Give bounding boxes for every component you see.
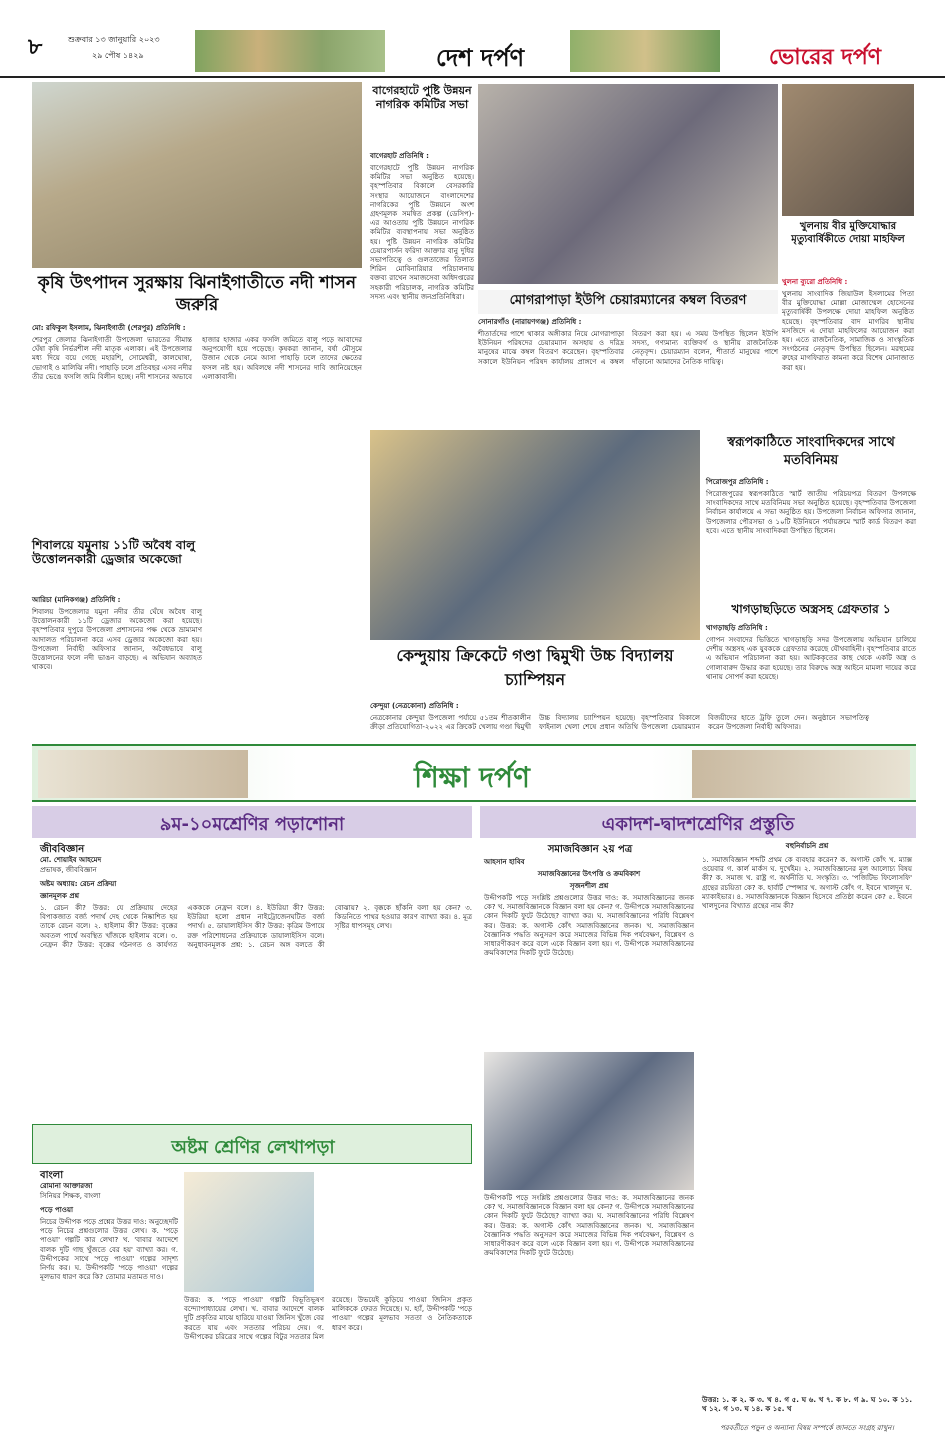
- khagrachhari-byline: খাগড়াছড়ি প্রতিনিধি :: [706, 624, 768, 632]
- masthead-photo-strip-left: [195, 30, 385, 72]
- masthead-photo-strip-right: [570, 30, 720, 72]
- khulna-byline: খুলনা ব্যুরো প্রতিনিধি :: [782, 278, 848, 286]
- mograpara-body: শীতার্তদের পাশে থাকার অঙ্গীকার নিয়ে মোগরাপাড়া ইউনিয়ন পরিষদের চেয়ারম্যান অসহায় ও দরিদ্র মানুষের মাঝে কম্বল বিতরণ করেছেন। বৃহস্পতিবার সকালে ইউনিয়ন পরিষদ কার্যালয় প্রাঙ্গণে এ কম্বল বিতরণ করা হয়। এ সময় উপস্থিত ছিলেন ইউপি সদস্য, গণ্যমান্য ব্যক্তিবর্গ ও স্থানীয় রাজনৈতিক নেতৃবৃন্দ। চেয়ারম্যান বলেন, শীতার্ত মানুষের পাশে দাঁড়ানো আমাদের নৈতিক দায়িত্ব।: [478, 330, 778, 366]
- khagrachhari-headline: খাগড়াছড়িতে অস্ত্রসহ গ্রেফতার ১: [731, 602, 891, 616]
- class-9-10-title: ৯ম-১০মশ্রেণির পড়াশোনা: [159, 814, 345, 835]
- sociology-subject: সমাজবিজ্ঞান ২য় পত্র: [547, 844, 633, 855]
- swarupkathi-body: পিরোজপুরের স্বরূপকাঠিতে স্মার্ট জাতীয় পরিচয়পত্র বিতরণ উপলক্ষে সাংবাদিকদের সাথে মতবিনিময় সভা অনুষ্ঠিত হয়েছে। বৃহস্পতিবার উপজেলা নির্বাচন কার্যালয়ে এ সভা অনুষ্ঠিত হয়। উপজেলা নির্বাচন অফিসার জানান, উপজেলার পৌরসভা ও ১০টি ইউনিয়নে পর্যায়ক্রমে স্মার্ট কার্ড বিতরণ করা হবে। এতে স্থানীয় সাংবাদিকরা উপস্থিত ছিলেন।: [706, 490, 916, 535]
- sociology-qa-head: সৃজনশীল প্রশ্ন: [569, 882, 609, 890]
- khagrachhari-body: গোপন সংবাদের ভিত্তিতে খাগড়াছড়ি সদর উপজেলায় অভিযান চালিয়ে দেশীয় অস্ত্রসহ এক যুবককে গ্রেফতার করেছে যৌথবাহিনী। বৃহস্পতিবার রাতে এ অভিযান পরিচালনা করা হয়। আটককৃতের কাছ থেকে একটি অস্ত্র ও গোলাবারুদ উদ্ধার করা হয়েছে। তার বিরুদ্ধে অস্ত্র আইনে মামলা দায়ের করে থানায় সোপর্দ করা হয়েছে।: [706, 636, 916, 681]
- biology-body: ১. রেচন কী? উত্তর: যে প্রক্রিয়ায় দেহের বিপাকজাত বর্জ্য পদার্থ দেহ থেকে নিষ্কাশিত হয় তাকে রেচন বলে। ২. হাইলাম কী? উত্তর: বৃক্কের অবতল পার্শ্বে অবস্থিত খাঁজকে হাইলাম বলে। ৩. নেফ্রন কী? উত্তর: বৃক্কের গঠনগত ও কার্যগত একককে নেফ্রন বলে। ৪. ইউরিয়া কী? উত্তর: ইউরিয়া হলো প্রধান নাইট্রোজেনঘটিত বর্জ্য পদার্থ। ৫. ডায়ালাইসিস কী? উত্তর: কৃত্রিম উপায়ে রক্ত পরিশোধনের প্রক্রিয়াকে ডায়ালাইসিস বলে। অনুধাবনমূলক প্রশ্ন: ১. রেচন অঙ্গ বলতে কী বোঝায়? ২. বৃক্ককে ছাঁকনি বলা হয় কেন? ৩. কিডনিতে পাথর হওয়ার কারণ ব্যাখ্যা কর। ৪. মূত্র সৃষ্টির ধাপসমূহ লেখ।: [40, 904, 472, 949]
- jhenaigati-headline: কৃষি উৎপাদন সুরক্ষায় ঝিনাইগাতীতে নদী শাসন জরুরি: [37, 273, 357, 315]
- class-11-12-title: একাদশ-দ্বাদশশ্রেণির প্রস্তুতি: [601, 814, 795, 835]
- student-illustration: [184, 1172, 314, 1292]
- mcq-head: বহুনির্বাচনি প্রশ্ন: [785, 842, 829, 850]
- kendua-body: নেত্রকোনার কেন্দুয়া উপজেলা পর্যায়ে ৫১তম শীতকালীন ক্রীড়া প্রতিযোগিতা-২০২২ এর ক্রিকেট খেলায় গণ্ডা দ্বিমুখী উচ্চ বিদ্যালয় চ্যাম্পিয়ন হয়েছে। বৃহস্পতিবার বিকালে ফাইনাল খেলা শেষে প্রধান অতিথি উপজেলা চেয়ারম্যান বিজয়ীদের হাতে ট্রফি তুলে দেন। অনুষ্ঠানে সভাপতিত্ব করেন উপজেলা নির্বাহী অফিসার।: [370, 714, 869, 732]
- class-11-12-header: [480, 806, 916, 838]
- mograpara-headline: মোগরাপাড়া ইউপি চেয়ারম্যানের কম্বল বিতরণ: [478, 290, 778, 314]
- biology-author-role: প্রভাষক, জীববিজ্ঞান: [40, 866, 97, 874]
- mograpara-byline: সোনারগাঁও (নারায়ণগঞ্জ) প্রতিনিধি :: [478, 318, 582, 326]
- education-footer: পরবর্তীতে পড়ুন ও অন্যান্য বিষয় সম্পর্কে জানতে সংগ্রহ রাখুন।: [720, 1424, 894, 1432]
- river-erosion-photo: [32, 82, 362, 268]
- bangla-subject: বাংলা: [40, 1170, 64, 1181]
- sociology-body: উদ্দীপকটি পড়ে সংশ্লিষ্ট প্রশ্নগুলোর উত্তর দাও: ক. সমাজবিজ্ঞানের জনক কে? খ. সমাজবিজ্ঞানকে বিজ্ঞান বলা হয় কেন? গ. উদ্দীপকে সমাজবিজ্ঞানের কোন দিকটি ফুটে উঠেছে? ব্যাখ্যা কর। ঘ. সমাজবিজ্ঞানের পরিধি বিশ্লেষণ কর। উত্তর: ক. অগাস্ট কোঁৎ সমাজবিজ্ঞানের জনক। খ. সমাজবিজ্ঞান বৈজ্ঞানিক পদ্ধতি অনুসরণ করে সমাজের বিভিন্ন দিক পর্যবেক্ষণ, বিশ্লেষণ ও সাধারণীকরণ করে বলে একে বিজ্ঞান বলা হয়। গ. উদ্দীপকে সমাজবিজ্ঞানের ক্রমবিকাশের দিকটি ফুটে উঠেছে।: [484, 894, 694, 958]
- banner-title: শিক্ষা দর্পণ: [414, 761, 530, 794]
- swarupkathi-byline: পিরোজপুর প্রতিনিধি :: [706, 478, 769, 486]
- education-banner: [32, 744, 916, 802]
- blanket-distribution-photo: [478, 84, 778, 284]
- banner-children-photo-right: [692, 750, 910, 798]
- student-reading-photo: [484, 1052, 694, 1190]
- sociology-author: আহসান হাবিব: [484, 858, 525, 866]
- shibalaya-body: শিবালয় উপজেলার যমুনা নদীর তীর ঘেঁষে অবৈধ বালু উত্তোলনকারী ১১টি ড্রেজার অকেজো করা হয়েছে। বৃহস্পতিবার দুপুরে উপজেলা প্রশাসনের পক্ষ থেকে ভ্রাম্যমাণ আদালত পরিচালনা করে এসব ড্রেজার অকেজো করা হয়। উপজেলা নির্বাহী অফিসার জানান, অবৈধভাবে বালু উত্তোলনের ফলে নদী ভাঙন বাড়ছে। এ অভিযান অব্যাহত থাকবে।: [32, 608, 202, 672]
- mcq-body: ১. সমাজবিজ্ঞান শব্দটি প্রথম কে ব্যবহার করেন? ক. অগাস্ট কোঁৎ খ. ম্যাক্স ওয়েবার গ. কার্ল মার্কস ঘ. দুর্খেইম। ২. সমাজবিজ্ঞানের মূল আলোচ্য বিষয় কী? ক. সমাজ খ. রাষ্ট্র গ. অর্থনীতি ঘ. সংস্কৃতি। ৩. 'পজিটিভ ফিলোসফি' গ্রন্থের রচয়িতা কে? ক. হার্বার্ট স্পেন্সার খ. অগাস্ট কোঁৎ গ. ইবনে খালদুন ঘ. ম্যাকাইভার। ৪. সমাজবিজ্ঞানকে বিজ্ঞান হিসেবে প্রতিষ্ঠা করেন কে? ৫. ইবনে খালদুনের বিখ্যাত গ্রন্থের নাম কী?: [702, 856, 912, 911]
- class-8-header: [32, 1124, 472, 1164]
- khulna-body: খুলনায় সাংবাদিক জিয়াউল ইসলামের পিতা বীর মুক্তিযোদ্ধা মোল্লা মোজাম্মেল হোসেনের মৃত্যুবার্ষিকী উপলক্ষে দোয়া মাহফিল অনুষ্ঠিত হয়েছে। বৃহস্পতিবার বাদ মাগরিব স্থানীয় মসজিদে এ দোয়া মাহফিলের আয়োজন করা হয়। এতে রাজনৈতিক, সামাজিক ও সাংস্কৃতিক সংগঠনের নেতৃবৃন্দ উপস্থিত ছিলেন। মরহুমের রুহের মাগফিরাত কামনা করে বিশেষ মোনাজাত করা হয়।: [782, 290, 914, 372]
- swarupkathi-headline: স্বরূপকাঠিতে সাংবাদিকদের সাথে মতবিনিময়: [727, 435, 895, 468]
- biology-subject: জীববিজ্ঞান: [40, 844, 85, 855]
- biology-qa-head: জ্ঞানমূলক প্রশ্ন: [40, 892, 79, 900]
- mcq-answers: উত্তর: ১. ক ২. ক ৩. খ ৪. গ ৫. ঘ ৬. খ ৭. ক ৮. গ ৯. ঘ ১০. ক ১১. খ ১২. গ ১৩. ঘ ১৪. ক ১৫. খ: [702, 1396, 912, 1414]
- bangla-author: রোমানা আক্তারজা: [40, 1182, 93, 1190]
- bagerhat-body: বাগেরহাটে পুষ্টি উন্নয়ন নাগরিক কমিটির সভা অনুষ্ঠিত হয়েছে। বৃহস্পতিবার বিকালে বেসরকারি সংস্থার আয়োজনে বাংলাদেশের নাগরিকের পুষ্টি উন্নয়নে অংশ গ্রহণমূলক সমন্বিত প্রকল্প (ডেসিপ)-এর আওতায় পুষ্টি উন্নয়নে নাগরিক কমিটির ব্যবস্থাপনায় সভা অনুষ্ঠিত হয়। পুষ্টি উন্নয়ন নাগরিক কমিটির চেয়ারপার্সন ফরিদা আক্তার বানু দুধির সভাপতিত্বে ও গুলতাজের তিলাত শিরিন মোবিনারিয়ার পরিচালনায় বক্তব্য রাখেন সমাজসেবা অধিদপ্তরের সহকারী পরিচালক, নাগরিক কমিটির সদস্য এবং স্থানীয় জনপ্রতিনিধিরা।: [370, 164, 474, 301]
- date-line-1: শুক্রবার ১৩ জানুয়ারি ২০২৩: [68, 35, 160, 44]
- banner-children-photo-left: [38, 750, 248, 798]
- biology-author: মো. শোয়াইব আহমেদ: [40, 856, 102, 864]
- bagerhat-headline: বাগেরহাটে পুষ্টি উন্নয়ন নাগরিক কমিটির সভা: [372, 84, 472, 111]
- class-9-10-header: [32, 806, 472, 838]
- page-number: ৮: [28, 35, 43, 60]
- bangla-passage-head: পড়ে পাওয়া: [40, 1206, 74, 1214]
- paper-logo: ভোরের দর্পণ: [768, 45, 882, 70]
- cricket-trophy-photo: [370, 430, 700, 640]
- section-title: দেশ দর্পণ: [435, 44, 525, 72]
- shibalaya-headline: শিবালয়ে যমুনায় ১১টি অবৈধ বালু উত্তোলনকারী ড্রেজার অকেজো: [32, 538, 196, 566]
- kendua-byline: কেন্দুয়া (নেত্রকোনা) প্রতিনিধি :: [370, 702, 459, 710]
- sociology-body-cont: উদ্দীপকটি পড়ে সংশ্লিষ্ট প্রশ্নগুলোর উত্তর দাও: ক. সমাজবিজ্ঞানের জনক কে? খ. সমাজবিজ্ঞানকে বিজ্ঞান বলা হয় কেন? গ. উদ্দীপকে সমাজবিজ্ঞানের কোন দিকটি ফুটে উঠেছে? ব্যাখ্যা কর। ঘ. সমাজবিজ্ঞানের পরিধি বিশ্লেষণ কর। উত্তর: ক. অগাস্ট কোঁৎ সমাজবিজ্ঞানের জনক। খ. সমাজবিজ্ঞান বৈজ্ঞানিক পদ্ধতি অনুসরণ করে সমাজের বিভিন্ন দিক পর্যবেক্ষণ, বিশ্লেষণ ও সাধারণীকরণ করে বলে একে বিজ্ঞান বলা হয়। গ. উদ্দীপকে সমাজবিজ্ঞানের ক্রমবিকাশের দিকটি ফুটে উঠেছে।: [484, 1194, 694, 1258]
- jhenaigati-body: শেরপুর জেলার ঝিনাইগাতী উপজেলা ভারতের সীমান্ত ঘেঁষা কৃষি নির্ভরশীল নদী মাতৃক এলাকা। এই উপজেলার মধ্য দিয়ে বয়ে গেছে মহারশি, সোমেশ্বরী, কালঘোষা, ভোগাই ও মালিঝি নদী। পাহাড়ি ঢলে প্রতিবছর এসব নদীর তীর ভেঙে ফসলি জমি বিলীন হচ্ছে। নদী শাসনের অভাবে হাজার হাজার একর ফসলি জমিতে বালু পড়ে আবাদের অনুপযোগী হয়ে পড়েছে। কৃষকরা জানান, বর্ষা মৌসুমে উজান থেকে নেমে আসা পাহাড়ি ঢলে তাদের ক্ষেতের ফসল নষ্ট হয়। অবিলম্বে নদী শাসনের দাবি জানিয়েছেন এলাকাবাসী।: [32, 336, 362, 381]
- bangla-answer: উত্তর: ক. 'পড়ে পাওয়া' গল্পটি বিভূতিভূষণ বন্দ্যোপাধ্যায়ের লেখা। খ. বাবার আদেশে বালক দুটি প্রকৃতির মাঝে হারিয়ে যাওয়া জিনিস খুঁজে বের করতে যায় এবং সততার পরিচয় দেয়। গ. উদ্দীপকের চরিত্রের সাথে গল্পের বিটুর সততার মিল রয়েছে। উভয়েই কুড়িয়ে পাওয়া জিনিস প্রকৃত মালিককে ফেরত দিয়েছে। ঘ. হ্যাঁ, উদ্দীপকটি 'পড়ে পাওয়া' গল্পের মূলভাব সততা ও নৈতিকতাকে ধারণ করে।: [184, 1296, 472, 1341]
- khulna-elderly-photo: [782, 84, 914, 216]
- khulna-headline: খুলনায় বীর মুক্তিযোদ্ধার মৃত্যুবার্ষিকীতে দোয়া মাহফিল: [791, 221, 905, 245]
- class-8-title: অষ্টম শ্রেণির লেখাপড়া: [171, 1137, 335, 1158]
- jhenaigati-byline: মো: রফিকুল ইসলাম, ঝিনাইগাতী (শেরপুর) প্রতিনিধি :: [32, 324, 186, 332]
- bangla-body: নিচের উদ্দীপক পড়ে প্রশ্নের উত্তর দাও: অনুচ্ছেদটি পড়ে নিচের প্রশ্নগুলোর উত্তর লেখ। ক. 'পড়ে পাওয়া' গল্পটি কার লেখা? খ. 'বাবার আদেশে বালক দুটি গাছ খুঁজতে বের হয়' ব্যাখ্যা কর। গ. উদ্দীপকের সাথে 'পড়ে পাওয়া' গল্পের সাদৃশ্য নির্ণয় কর। ঘ. উদ্দীপকটি 'পড়ে পাওয়া' গল্পের মূলভাব ধারণ করে কি? তোমার মতামত দাও।: [40, 1218, 178, 1282]
- masthead: [0, 0, 945, 78]
- shibalaya-byline: আরিচা (মানিকগঞ্জ) প্রতিনিধি :: [32, 596, 121, 604]
- date-line-2: ২৯ পৌষ ১৪২৯: [92, 51, 144, 60]
- sociology-chapter: সমাজবিজ্ঞানের উৎপত্তি ও ক্রমবিকাশ: [537, 870, 641, 878]
- biology-chapter: অষ্টম অধ্যায়: রেচন প্রক্রিয়া: [40, 880, 117, 888]
- kendua-headline: কেন্দুয়ায় ক্রিকেটে গণ্ডা দ্বিমুখী উচ্চ বিদ্যালয় চ্যাম্পিয়ন: [396, 646, 674, 689]
- bangla-author-role: সিনিয়র শিক্ষক, বাংলা: [40, 1192, 101, 1200]
- bagerhat-byline: বাগেরহাট প্রতিনিধি :: [370, 152, 429, 160]
